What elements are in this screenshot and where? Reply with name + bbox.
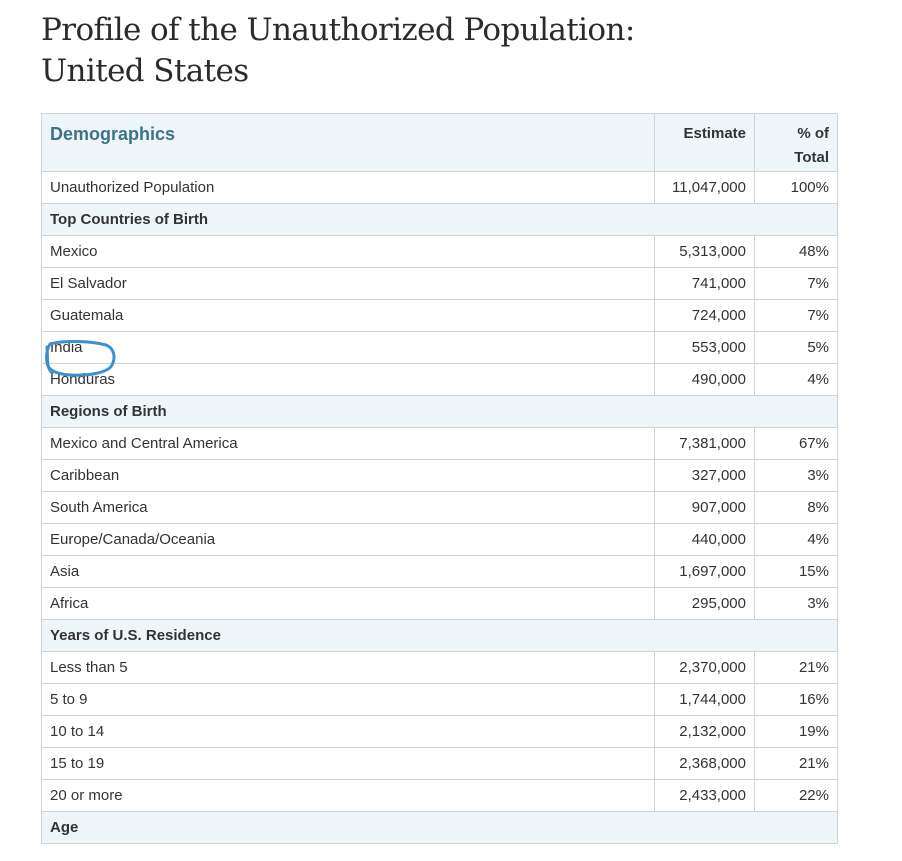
section-title: Years of U.S. Residence bbox=[42, 620, 655, 652]
row-label: 5 to 9 bbox=[42, 684, 655, 716]
section-title: Age bbox=[42, 812, 655, 844]
table-row bbox=[42, 748, 838, 780]
row-estimate: 7,381,000 bbox=[655, 428, 755, 460]
row-label: Mexico bbox=[42, 236, 655, 268]
row-percent: 22% bbox=[755, 780, 838, 812]
table-row bbox=[42, 652, 838, 684]
row-percent: 19% bbox=[755, 716, 838, 748]
row-label: El Salvador bbox=[42, 268, 655, 300]
row-percent: 21% bbox=[755, 748, 838, 780]
header-estimate: Estimate bbox=[655, 114, 755, 172]
row-estimate: 741,000 bbox=[655, 268, 755, 300]
row-estimate: 2,132,000 bbox=[655, 716, 755, 748]
row-label: Guatemala bbox=[42, 300, 655, 332]
row-estimate: 295,000 bbox=[655, 588, 755, 620]
row-percent: 48% bbox=[755, 236, 838, 268]
table-row bbox=[42, 300, 838, 332]
table-row bbox=[42, 364, 838, 396]
table-row bbox=[42, 460, 838, 492]
page-title-line1: Profile of the Unauthorized Population: bbox=[41, 12, 635, 48]
row-estimate: 1,744,000 bbox=[655, 684, 755, 716]
row-percent: 21% bbox=[755, 652, 838, 684]
row-percent: 4% bbox=[755, 364, 838, 396]
row-percent: 16% bbox=[755, 684, 838, 716]
section-title: Top Countries of Birth bbox=[42, 204, 655, 236]
row-label: Honduras bbox=[42, 364, 655, 396]
header-percent-line1: % of bbox=[797, 125, 829, 142]
row-label: Asia bbox=[42, 556, 655, 588]
section-header-row bbox=[42, 396, 838, 428]
row-percent: 3% bbox=[755, 460, 838, 492]
row-label: South America bbox=[42, 492, 655, 524]
table-row bbox=[42, 556, 838, 588]
row-estimate: 490,000 bbox=[655, 364, 755, 396]
table-row bbox=[42, 780, 838, 812]
profile-table bbox=[41, 113, 838, 844]
table-body bbox=[42, 172, 838, 844]
table-row bbox=[42, 332, 838, 364]
section-filler bbox=[655, 620, 838, 652]
table-row bbox=[42, 524, 838, 556]
row-percent: 4% bbox=[755, 524, 838, 556]
row-estimate: 2,433,000 bbox=[655, 780, 755, 812]
row-estimate: 5,313,000 bbox=[655, 236, 755, 268]
row-label: Africa bbox=[42, 588, 655, 620]
table-header-row bbox=[42, 114, 838, 172]
section-filler bbox=[655, 204, 838, 236]
row-label: 20 or more bbox=[42, 780, 655, 812]
section-header-row bbox=[42, 620, 838, 652]
row-label: Mexico and Central America bbox=[42, 428, 655, 460]
table-row bbox=[42, 716, 838, 748]
row-percent: 5% bbox=[755, 332, 838, 364]
row-label: Caribbean bbox=[42, 460, 655, 492]
row-label: 15 to 19 bbox=[42, 748, 655, 780]
row-estimate: 724,000 bbox=[655, 300, 755, 332]
row-estimate: 907,000 bbox=[655, 492, 755, 524]
table-row bbox=[42, 588, 838, 620]
row-label: India bbox=[42, 332, 655, 364]
table-row bbox=[42, 428, 838, 460]
section-header-row bbox=[42, 204, 838, 236]
header-demographics: Demographics bbox=[42, 114, 655, 172]
row-label: Europe/Canada/Oceania bbox=[42, 524, 655, 556]
header-percent-line2: Total bbox=[794, 149, 829, 166]
row-estimate: 1,697,000 bbox=[655, 556, 755, 588]
table-row bbox=[42, 236, 838, 268]
row-percent: 7% bbox=[755, 268, 838, 300]
row-percent: 15% bbox=[755, 556, 838, 588]
row-percent: 67% bbox=[755, 428, 838, 460]
row-label: Less than 5 bbox=[42, 652, 655, 684]
header-percent-of-total bbox=[755, 114, 838, 172]
section-filler bbox=[655, 396, 838, 428]
row-estimate: 440,000 bbox=[655, 524, 755, 556]
page-title-line2: United States bbox=[41, 53, 249, 89]
section-filler bbox=[655, 812, 838, 844]
row-percent: 8% bbox=[755, 492, 838, 524]
row-estimate: 2,368,000 bbox=[655, 748, 755, 780]
row-label: Unauthorized Population bbox=[42, 172, 655, 204]
section-title: Regions of Birth bbox=[42, 396, 655, 428]
row-estimate: 11,047,000 bbox=[655, 172, 755, 204]
table-row bbox=[42, 492, 838, 524]
row-percent: 7% bbox=[755, 300, 838, 332]
row-estimate: 2,370,000 bbox=[655, 652, 755, 684]
table-row bbox=[42, 684, 838, 716]
section-header-row bbox=[42, 812, 838, 844]
row-estimate: 553,000 bbox=[655, 332, 755, 364]
row-estimate: 327,000 bbox=[655, 460, 755, 492]
row-percent: 100% bbox=[755, 172, 838, 204]
page-title bbox=[41, 10, 635, 92]
total-row bbox=[42, 172, 838, 204]
table-row bbox=[42, 268, 838, 300]
row-percent: 3% bbox=[755, 588, 838, 620]
row-label: 10 to 14 bbox=[42, 716, 655, 748]
